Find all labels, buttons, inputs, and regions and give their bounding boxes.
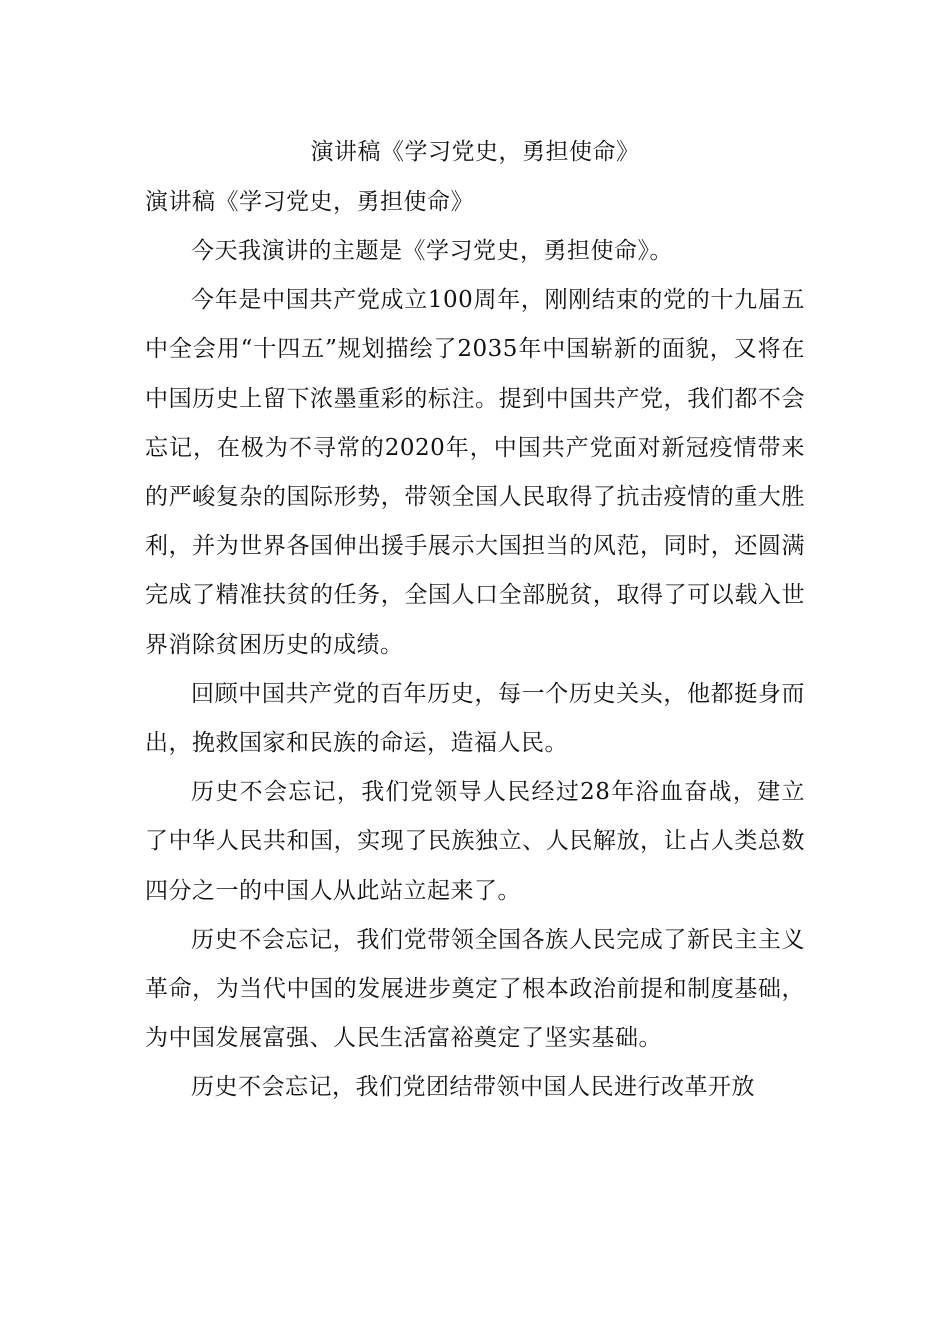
paragraph: 今年是中国共产党成立100周年，刚刚结束的党的十九届五中全会用“十四五”规划描绘了2035年中国崭新的面貌，又将在中国历史上留下浓墨重彩的标注。提到中国共产党，我们都不会忘记，在极为不寻常的2020年，中国共产党面对新冠疫情带来的严峻复杂的国际形势，带领全国人民取得了抗击疫情的重大胜利，并为世界各国伸出援手展示大国担当的风范，同时，还圆满完成了精准扶贫的任务，全国人口全部脱贫，取得了可以载入世界消除贫困历史的成绩。 — [145, 287, 805, 658]
paragraph: 回顾中国共产党的百年历史，每一个历史关头，他都挺身而出，挽救国家和民族的命运，造福人民。 — [145, 680, 805, 757]
document-subtitle: 演讲稿《学习党史，勇担使命》 — [145, 189, 474, 215]
paragraph: 历史不会忘记，我们党带领全国各族人民完成了新民主主义革命，为当代中国的发展进步奠定了根本政治前提和制度基础，为中国发展富强、人民生活富裕奠定了坚实基础。 — [145, 926, 805, 1052]
paragraph: 今天我演讲的主题是《学习党史，勇担使命》。 — [191, 238, 673, 264]
paragraph: 历史不会忘记，我们党领导人民经过28年浴血奋战，建立了中华人民共和国，实现了民族独立、人民解放，让占人类总数四分之一的中国人从此站立起来了。 — [145, 779, 805, 904]
paragraph: 历史不会忘记，我们党团结带领中国人民进行改革开放 — [191, 1074, 755, 1101]
document-title: 演讲稿《学习党史，勇担使命》 — [310, 139, 640, 165]
document-body — [145, 127, 805, 1113]
